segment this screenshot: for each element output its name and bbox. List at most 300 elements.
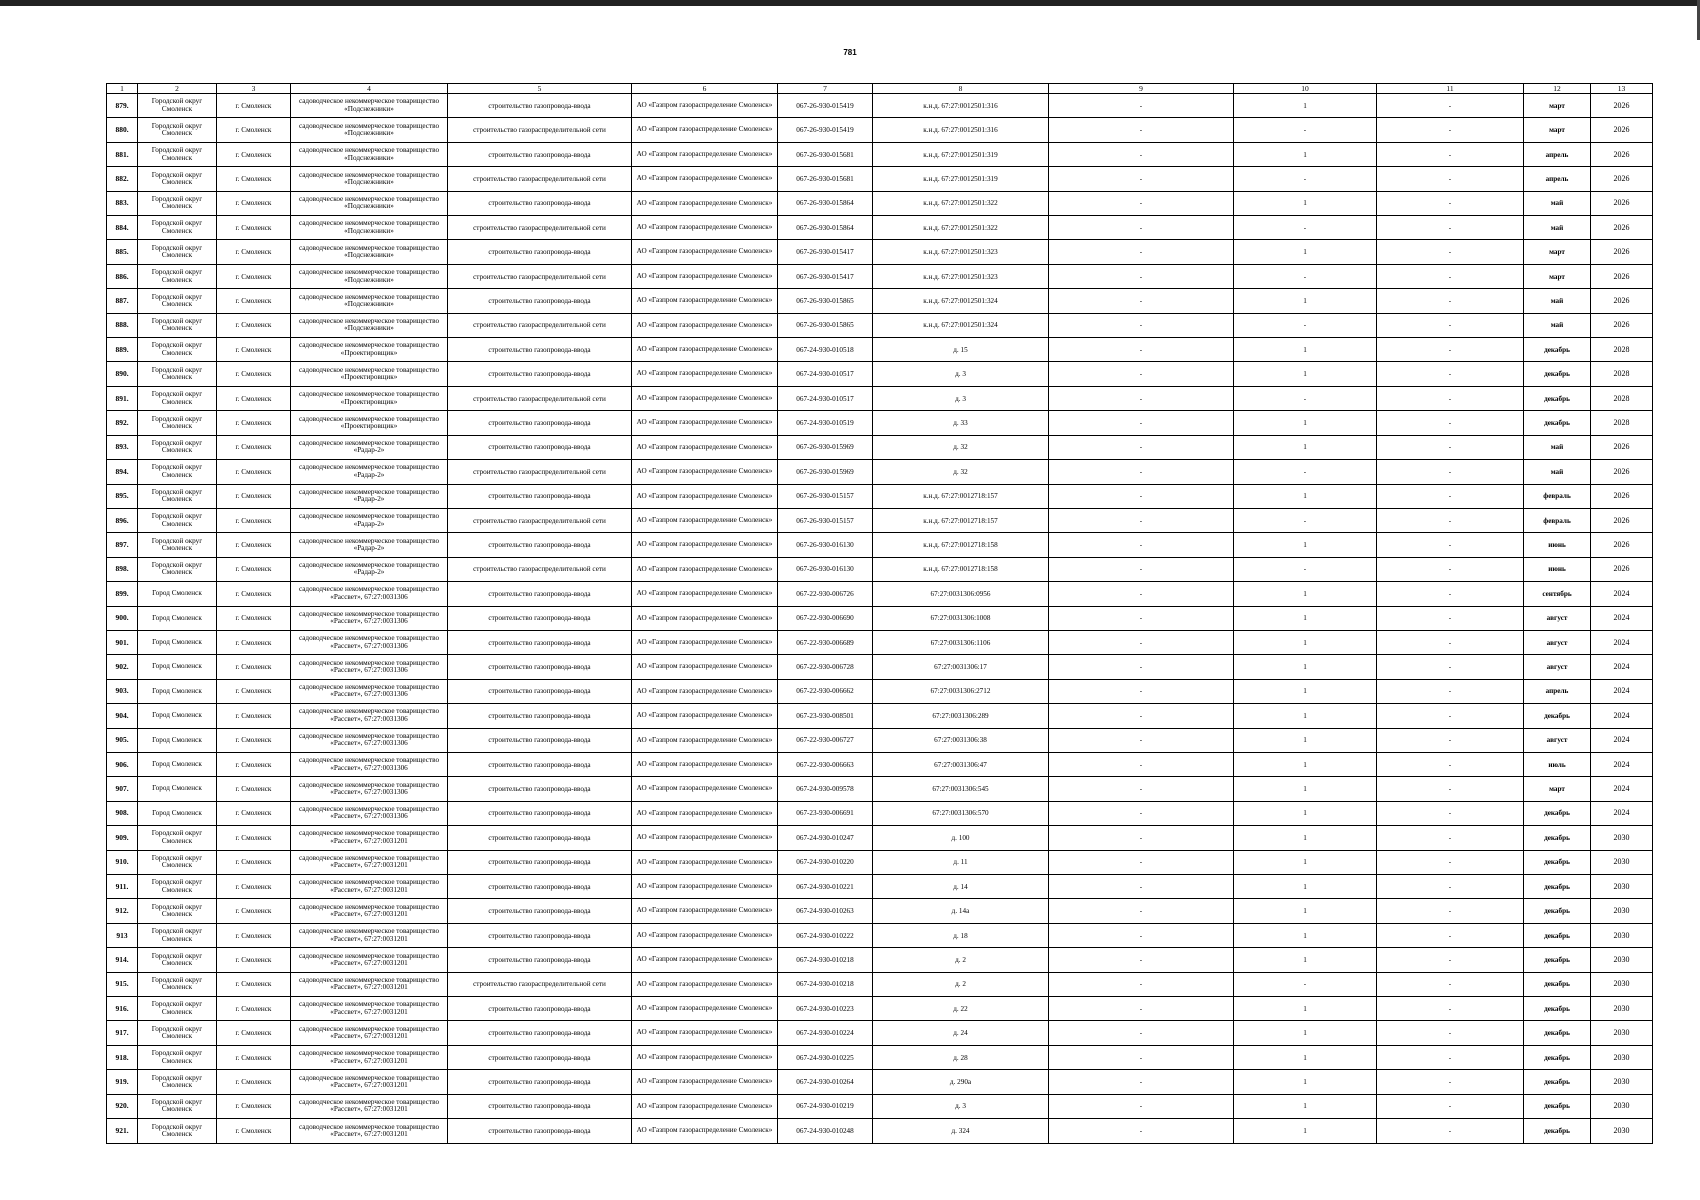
cell-col-3: г. Смоленск bbox=[217, 460, 291, 484]
table-row bbox=[107, 411, 1653, 435]
cell-col-9: - bbox=[1049, 777, 1234, 801]
cell-col-7: 067-24-930-010247 bbox=[778, 826, 873, 850]
cell-col-3: г. Смоленск bbox=[217, 728, 291, 752]
cell-col-4: садоводческое некоммерческое товарищество «Радар-2» bbox=[291, 557, 448, 581]
cell-col-11: - bbox=[1377, 533, 1524, 557]
cell-col-10: 1 bbox=[1234, 923, 1377, 947]
cell-col-9: - bbox=[1049, 264, 1234, 288]
table-row bbox=[107, 1094, 1653, 1118]
cell-col-11: - bbox=[1377, 435, 1524, 459]
cell-col-3: г. Смоленск bbox=[217, 777, 291, 801]
cell-col-13: 2028 bbox=[1591, 338, 1653, 362]
cell-col-13: 2024 bbox=[1591, 801, 1653, 825]
cell-col-4: садоводческое некоммерческое товарищество «Радар-2» bbox=[291, 435, 448, 459]
cell-col-10: 1 bbox=[1234, 435, 1377, 459]
cell-col-10: - bbox=[1234, 557, 1377, 581]
cell-col-11: - bbox=[1377, 923, 1524, 947]
cell-col-1: 894. bbox=[107, 460, 138, 484]
cell-col-9: - bbox=[1049, 533, 1234, 557]
cell-col-3: г. Смоленск bbox=[217, 875, 291, 899]
cell-col-7: 067-23-930-006691 bbox=[778, 801, 873, 825]
cell-col-11: - bbox=[1377, 777, 1524, 801]
cell-col-4: садоводческое некоммерческое товарищество «Радар-2» bbox=[291, 460, 448, 484]
cell-col-12: март bbox=[1524, 264, 1591, 288]
cell-col-3: г. Смоленск bbox=[217, 850, 291, 874]
table-row bbox=[107, 362, 1653, 386]
cell-col-4: садоводческое некоммерческое товарищество «Рассвет», 67:27:0031201 bbox=[291, 850, 448, 874]
cell-col-3: г. Смоленск bbox=[217, 240, 291, 264]
cell-col-9: - bbox=[1049, 1021, 1234, 1045]
cell-col-13: 2030 bbox=[1591, 1021, 1653, 1045]
cell-col-6: АО «Газпром газораспределение Смоленск» bbox=[632, 948, 778, 972]
cell-col-4: садоводческое некоммерческое товарищество «Рассвет», 67:27:0031306 bbox=[291, 777, 448, 801]
cell-col-9: - bbox=[1049, 679, 1234, 703]
cell-col-3: г. Смоленск bbox=[217, 1094, 291, 1118]
cell-col-9: - bbox=[1049, 875, 1234, 899]
cell-col-2: Городской округ Смоленск bbox=[138, 289, 217, 313]
data-table bbox=[106, 83, 1653, 1144]
cell-col-3: г. Смоленск bbox=[217, 1045, 291, 1069]
cell-col-11: - bbox=[1377, 630, 1524, 654]
cell-col-9: - bbox=[1049, 1045, 1234, 1069]
cell-col-12: декабрь bbox=[1524, 338, 1591, 362]
cell-col-13: 2026 bbox=[1591, 94, 1653, 118]
cell-col-2: Городской округ Смоленск bbox=[138, 508, 217, 532]
cell-col-13: 2030 bbox=[1591, 972, 1653, 996]
cell-col-13: 2030 bbox=[1591, 1094, 1653, 1118]
table-row bbox=[107, 850, 1653, 874]
cell-col-10: 1 bbox=[1234, 679, 1377, 703]
cell-col-1: 891. bbox=[107, 386, 138, 410]
cell-col-9: - bbox=[1049, 997, 1234, 1021]
cell-col-5: строительство газопровода-ввода bbox=[448, 875, 632, 899]
cell-col-6: АО «Газпром газораспределение Смоленск» bbox=[632, 362, 778, 386]
cell-col-1: 907. bbox=[107, 777, 138, 801]
cell-col-9: - bbox=[1049, 118, 1234, 142]
cell-col-6: АО «Газпром газораспределение Смоленск» bbox=[632, 1045, 778, 1069]
table-row bbox=[107, 142, 1653, 166]
cell-col-9: - bbox=[1049, 362, 1234, 386]
cell-col-12: август bbox=[1524, 630, 1591, 654]
cell-col-7: 067-24-930-010517 bbox=[778, 362, 873, 386]
table-row bbox=[107, 801, 1653, 825]
cell-col-9: - bbox=[1049, 484, 1234, 508]
cell-col-6: АО «Газпром газораспределение Смоленск» bbox=[632, 1094, 778, 1118]
cell-col-9: - bbox=[1049, 582, 1234, 606]
cell-col-8: 67:27:0031306:1106 bbox=[873, 630, 1049, 654]
cell-col-3: г. Смоленск bbox=[217, 679, 291, 703]
cell-col-9: - bbox=[1049, 1094, 1234, 1118]
cell-col-2: Городской округ Смоленск bbox=[138, 997, 217, 1021]
cell-col-10: 1 bbox=[1234, 630, 1377, 654]
cell-col-11: - bbox=[1377, 411, 1524, 435]
table-row bbox=[107, 118, 1653, 142]
table-row bbox=[107, 704, 1653, 728]
cell-col-5: строительство газопровода-ввода bbox=[448, 362, 632, 386]
cell-col-10: - bbox=[1234, 313, 1377, 337]
cell-col-2: Город Смоленск bbox=[138, 777, 217, 801]
cell-col-12: май bbox=[1524, 289, 1591, 313]
cell-col-2: Городской округ Смоленск bbox=[138, 216, 217, 240]
cell-col-11: - bbox=[1377, 118, 1524, 142]
cell-col-11: - bbox=[1377, 606, 1524, 630]
cell-col-4: садоводческое некоммерческое товарищество «Радар-2» bbox=[291, 508, 448, 532]
cell-col-12: май bbox=[1524, 191, 1591, 215]
table-row bbox=[107, 679, 1653, 703]
cell-col-3: г. Смоленск bbox=[217, 997, 291, 1021]
cell-col-12: декабрь bbox=[1524, 826, 1591, 850]
cell-col-12: декабрь bbox=[1524, 997, 1591, 1021]
cell-col-9: - bbox=[1049, 850, 1234, 874]
cell-col-10: 1 bbox=[1234, 801, 1377, 825]
table-row bbox=[107, 264, 1653, 288]
table-row bbox=[107, 606, 1653, 630]
cell-col-3: г. Смоленск bbox=[217, 826, 291, 850]
cell-col-1: 898. bbox=[107, 557, 138, 581]
cell-col-13: 2024 bbox=[1591, 630, 1653, 654]
cell-col-1: 906. bbox=[107, 752, 138, 776]
cell-col-1: 912. bbox=[107, 899, 138, 923]
cell-col-8: д. 22 bbox=[873, 997, 1049, 1021]
cell-col-12: декабрь bbox=[1524, 1021, 1591, 1045]
cell-col-1: 892. bbox=[107, 411, 138, 435]
cell-col-10: - bbox=[1234, 167, 1377, 191]
column-header-4: 4 bbox=[291, 84, 448, 94]
cell-col-10: 1 bbox=[1234, 948, 1377, 972]
cell-col-9: - bbox=[1049, 435, 1234, 459]
cell-col-1: 889. bbox=[107, 338, 138, 362]
cell-col-4: садоводческое некоммерческое товарищество «Рассвет», 67:27:0031201 bbox=[291, 1094, 448, 1118]
cell-col-9: - bbox=[1049, 972, 1234, 996]
cell-col-2: Городской округ Смоленск bbox=[138, 240, 217, 264]
cell-col-2: Городской округ Смоленск bbox=[138, 191, 217, 215]
cell-col-13: 2026 bbox=[1591, 191, 1653, 215]
cell-col-10: 1 bbox=[1234, 655, 1377, 679]
cell-col-7: 067-24-930-010224 bbox=[778, 1021, 873, 1045]
cell-col-7: 067-26-930-015865 bbox=[778, 313, 873, 337]
cell-col-8: д. 3 bbox=[873, 362, 1049, 386]
table-row bbox=[107, 582, 1653, 606]
cell-col-1: 902. bbox=[107, 655, 138, 679]
cell-col-8: д. 2 bbox=[873, 972, 1049, 996]
cell-col-4: садоводческое некоммерческое товарищество «Подснежники» bbox=[291, 289, 448, 313]
cell-col-1: 917. bbox=[107, 1021, 138, 1045]
cell-col-12: май bbox=[1524, 313, 1591, 337]
column-header-2: 2 bbox=[138, 84, 217, 94]
cell-col-7: 067-24-930-010264 bbox=[778, 1070, 873, 1094]
cell-col-11: - bbox=[1377, 1021, 1524, 1045]
cell-col-5: строительство газопровода-ввода bbox=[448, 777, 632, 801]
cell-col-6: АО «Газпром газораспределение Смоленск» bbox=[632, 289, 778, 313]
cell-col-4: садоводческое некоммерческое товарищество «Проектировщик» bbox=[291, 338, 448, 362]
cell-col-3: г. Смоленск bbox=[217, 338, 291, 362]
cell-col-3: г. Смоленск bbox=[217, 142, 291, 166]
cell-col-4: садоводческое некоммерческое товарищество «Радар-2» bbox=[291, 484, 448, 508]
table-row bbox=[107, 557, 1653, 581]
cell-col-4: садоводческое некоммерческое товарищество «Подснежники» bbox=[291, 167, 448, 191]
cell-col-2: Город Смоленск bbox=[138, 801, 217, 825]
cell-col-9: - bbox=[1049, 728, 1234, 752]
cell-col-1: 882. bbox=[107, 167, 138, 191]
cell-col-9: - bbox=[1049, 240, 1234, 264]
cell-col-6: АО «Газпром газораспределение Смоленск» bbox=[632, 240, 778, 264]
cell-col-7: 067-22-930-006663 bbox=[778, 752, 873, 776]
table-row bbox=[107, 728, 1653, 752]
cell-col-13: 2026 bbox=[1591, 167, 1653, 191]
cell-col-2: Город Смоленск bbox=[138, 655, 217, 679]
cell-col-8: д. 11 bbox=[873, 850, 1049, 874]
cell-col-2: Городской округ Смоленск bbox=[138, 826, 217, 850]
cell-col-7: 067-26-930-015419 bbox=[778, 118, 873, 142]
cell-col-5: строительство газопровода-ввода bbox=[448, 1021, 632, 1045]
cell-col-12: август bbox=[1524, 728, 1591, 752]
cell-col-13: 2024 bbox=[1591, 655, 1653, 679]
cell-col-1: 888. bbox=[107, 313, 138, 337]
cell-col-10: 1 bbox=[1234, 191, 1377, 215]
cell-col-6: АО «Газпром газораспределение Смоленск» bbox=[632, 484, 778, 508]
cell-col-4: садоводческое некоммерческое товарищество «Рассвет», 67:27:0031306 bbox=[291, 801, 448, 825]
cell-col-5: строительство газопровода-ввода bbox=[448, 338, 632, 362]
cell-col-12: декабрь bbox=[1524, 1094, 1591, 1118]
cell-col-5: строительство газопровода-ввода bbox=[448, 191, 632, 215]
cell-col-13: 2030 bbox=[1591, 923, 1653, 947]
cell-col-12: май bbox=[1524, 435, 1591, 459]
cell-col-11: - bbox=[1377, 826, 1524, 850]
cell-col-3: г. Смоленск bbox=[217, 1021, 291, 1045]
cell-col-4: садоводческое некоммерческое товарищество «Рассвет», 67:27:0031306 bbox=[291, 704, 448, 728]
cell-col-10: - bbox=[1234, 118, 1377, 142]
cell-col-1: 910. bbox=[107, 850, 138, 874]
cell-col-7: 067-24-930-010221 bbox=[778, 875, 873, 899]
cell-col-8: д. 32 bbox=[873, 460, 1049, 484]
cell-col-6: АО «Газпром газораспределение Смоленск» bbox=[632, 167, 778, 191]
cell-col-12: декабрь bbox=[1524, 875, 1591, 899]
cell-col-3: г. Смоленск bbox=[217, 801, 291, 825]
cell-col-12: декабрь bbox=[1524, 850, 1591, 874]
cell-col-3: г. Смоленск bbox=[217, 264, 291, 288]
cell-col-11: - bbox=[1377, 728, 1524, 752]
cell-col-8: д. 100 bbox=[873, 826, 1049, 850]
cell-col-6: АО «Газпром газораспределение Смоленск» bbox=[632, 118, 778, 142]
cell-col-7: 067-26-930-015969 bbox=[778, 460, 873, 484]
cell-col-12: декабрь bbox=[1524, 972, 1591, 996]
cell-col-7: 067-26-930-015417 bbox=[778, 264, 873, 288]
table-row bbox=[107, 94, 1653, 118]
cell-col-3: г. Смоленск bbox=[217, 606, 291, 630]
cell-col-6: АО «Газпром газораспределение Смоленск» bbox=[632, 191, 778, 215]
cell-col-13: 2030 bbox=[1591, 1045, 1653, 1069]
cell-col-11: - bbox=[1377, 679, 1524, 703]
cell-col-12: июль bbox=[1524, 752, 1591, 776]
cell-col-3: г. Смоленск bbox=[217, 508, 291, 532]
cell-col-5: строительство газопровода-ввода bbox=[448, 1045, 632, 1069]
cell-col-10: 1 bbox=[1234, 1094, 1377, 1118]
cell-col-5: строительство газопровода-ввода bbox=[448, 704, 632, 728]
cell-col-1: 921. bbox=[107, 1119, 138, 1144]
cell-col-6: АО «Газпром газораспределение Смоленск» bbox=[632, 94, 778, 118]
cell-col-13: 2024 bbox=[1591, 704, 1653, 728]
cell-col-8: д. 15 bbox=[873, 338, 1049, 362]
cell-col-7: 067-22-930-006689 bbox=[778, 630, 873, 654]
column-header-7: 7 bbox=[778, 84, 873, 94]
cell-col-4: садоводческое некоммерческое товарищество «Рассвет», 67:27:0031201 bbox=[291, 1045, 448, 1069]
cell-col-1: 884. bbox=[107, 216, 138, 240]
cell-col-9: - bbox=[1049, 557, 1234, 581]
cell-col-6: АО «Газпром газораспределение Смоленск» bbox=[632, 582, 778, 606]
cell-col-2: Городской округ Смоленск bbox=[138, 460, 217, 484]
cell-col-3: г. Смоленск bbox=[217, 630, 291, 654]
cell-col-4: садоводческое некоммерческое товарищество «Подснежники» bbox=[291, 313, 448, 337]
cell-col-4: садоводческое некоммерческое товарищество «Радар-2» bbox=[291, 533, 448, 557]
cell-col-2: Городской округ Смоленск bbox=[138, 972, 217, 996]
column-header-9: 9 bbox=[1049, 84, 1234, 94]
cell-col-3: г. Смоленск bbox=[217, 94, 291, 118]
cell-col-8: к.н.д. 67:27:0012501:319 bbox=[873, 142, 1049, 166]
cell-col-2: Город Смоленск bbox=[138, 582, 217, 606]
cell-col-7: 067-24-930-009578 bbox=[778, 777, 873, 801]
cell-col-7: 067-26-930-015864 bbox=[778, 216, 873, 240]
cell-col-6: АО «Газпром газораспределение Смоленск» bbox=[632, 704, 778, 728]
cell-col-12: декабрь bbox=[1524, 1070, 1591, 1094]
cell-col-5: строительство газораспределительной сети bbox=[448, 972, 632, 996]
cell-col-10: - bbox=[1234, 972, 1377, 996]
table-row bbox=[107, 460, 1653, 484]
cell-col-5: строительство газопровода-ввода bbox=[448, 582, 632, 606]
cell-col-13: 2030 bbox=[1591, 826, 1653, 850]
cell-col-12: декабрь bbox=[1524, 1045, 1591, 1069]
cell-col-9: - bbox=[1049, 94, 1234, 118]
cell-col-12: март bbox=[1524, 240, 1591, 264]
cell-col-2: Городской округ Смоленск bbox=[138, 1070, 217, 1094]
cell-col-4: садоводческое некоммерческое товарищество «Рассвет», 67:27:0031201 bbox=[291, 948, 448, 972]
cell-col-10: 1 bbox=[1234, 1045, 1377, 1069]
cell-col-1: 901. bbox=[107, 630, 138, 654]
table-row bbox=[107, 655, 1653, 679]
cell-col-2: Городской округ Смоленск bbox=[138, 142, 217, 166]
cell-col-8: д. 18 bbox=[873, 923, 1049, 947]
cell-col-5: строительство газораспределительной сети bbox=[448, 118, 632, 142]
table-row bbox=[107, 484, 1653, 508]
cell-col-12: декабрь bbox=[1524, 386, 1591, 410]
cell-col-11: - bbox=[1377, 264, 1524, 288]
cell-col-13: 2024 bbox=[1591, 728, 1653, 752]
cell-col-8: к.н.д. 67:27:0012501:319 bbox=[873, 167, 1049, 191]
cell-col-5: строительство газораспределительной сети bbox=[448, 557, 632, 581]
cell-col-1: 919. bbox=[107, 1070, 138, 1094]
cell-col-2: Городской округ Смоленск bbox=[138, 411, 217, 435]
cell-col-2: Городской округ Смоленск bbox=[138, 850, 217, 874]
cell-col-4: садоводческое некоммерческое товарищество «Рассвет», 67:27:0031201 bbox=[291, 826, 448, 850]
cell-col-10: 1 bbox=[1234, 704, 1377, 728]
cell-col-11: - bbox=[1377, 142, 1524, 166]
cell-col-10: 1 bbox=[1234, 875, 1377, 899]
cell-col-13: 2026 bbox=[1591, 118, 1653, 142]
table-row bbox=[107, 752, 1653, 776]
cell-col-10: 1 bbox=[1234, 997, 1377, 1021]
cell-col-8: д. 33 bbox=[873, 411, 1049, 435]
cell-col-8: 67:27:0031306:0956 bbox=[873, 582, 1049, 606]
cell-col-6: АО «Газпром газораспределение Смоленск» bbox=[632, 338, 778, 362]
cell-col-10: - bbox=[1234, 460, 1377, 484]
cell-col-1: 909. bbox=[107, 826, 138, 850]
cell-col-1: 893. bbox=[107, 435, 138, 459]
cell-col-6: АО «Газпром газораспределение Смоленск» bbox=[632, 899, 778, 923]
cell-col-12: июнь bbox=[1524, 533, 1591, 557]
cell-col-5: строительство газопровода-ввода bbox=[448, 826, 632, 850]
cell-col-7: 067-24-930-010263 bbox=[778, 899, 873, 923]
cell-col-2: Городской округ Смоленск bbox=[138, 1021, 217, 1045]
cell-col-10: 1 bbox=[1234, 289, 1377, 313]
cell-col-8: к.н.д. 67:27:0012718:158 bbox=[873, 533, 1049, 557]
cell-col-2: Городской округ Смоленск bbox=[138, 533, 217, 557]
cell-col-11: - bbox=[1377, 167, 1524, 191]
cell-col-10: 1 bbox=[1234, 1119, 1377, 1144]
cell-col-10: 1 bbox=[1234, 411, 1377, 435]
page-number: 781 bbox=[843, 48, 857, 57]
cell-col-13: 2026 bbox=[1591, 508, 1653, 532]
cell-col-7: 067-26-930-015864 bbox=[778, 191, 873, 215]
cell-col-7: 067-24-930-010223 bbox=[778, 997, 873, 1021]
cell-col-2: Городской округ Смоленск bbox=[138, 167, 217, 191]
table-row bbox=[107, 167, 1653, 191]
cell-col-4: садоводческое некоммерческое товарищество «Рассвет», 67:27:0031306 bbox=[291, 606, 448, 630]
cell-col-4: садоводческое некоммерческое товарищество «Рассвет», 67:27:0031306 bbox=[291, 679, 448, 703]
cell-col-3: г. Смоленск bbox=[217, 1119, 291, 1144]
cell-col-10: 1 bbox=[1234, 362, 1377, 386]
cell-col-10: 1 bbox=[1234, 728, 1377, 752]
cell-col-13: 2026 bbox=[1591, 435, 1653, 459]
cell-col-6: АО «Газпром газораспределение Смоленск» bbox=[632, 313, 778, 337]
cell-col-9: - bbox=[1049, 289, 1234, 313]
cell-col-4: садоводческое некоммерческое товарищество «Проектировщик» bbox=[291, 386, 448, 410]
cell-col-12: август bbox=[1524, 655, 1591, 679]
cell-col-8: 67:27:0031306:2712 bbox=[873, 679, 1049, 703]
cell-col-4: садоводческое некоммерческое товарищество «Рассвет», 67:27:0031201 bbox=[291, 875, 448, 899]
cell-col-8: 67:27:0031306:17 bbox=[873, 655, 1049, 679]
cell-col-1: 886. bbox=[107, 264, 138, 288]
cell-col-7: 067-24-930-010225 bbox=[778, 1045, 873, 1069]
cell-col-2: Городской округ Смоленск bbox=[138, 338, 217, 362]
cell-col-2: Городской округ Смоленск bbox=[138, 435, 217, 459]
cell-col-10: 1 bbox=[1234, 338, 1377, 362]
table-row bbox=[107, 899, 1653, 923]
table-row bbox=[107, 508, 1653, 532]
cell-col-10: 1 bbox=[1234, 1021, 1377, 1045]
cell-col-8: д. 24 bbox=[873, 1021, 1049, 1045]
cell-col-10: 1 bbox=[1234, 533, 1377, 557]
cell-col-5: строительство газопровода-ввода bbox=[448, 1070, 632, 1094]
cell-col-8: 67:27:0031306:1008 bbox=[873, 606, 1049, 630]
cell-col-2: Городской округ Смоленск bbox=[138, 484, 217, 508]
table-body bbox=[107, 94, 1653, 1144]
cell-col-13: 2026 bbox=[1591, 313, 1653, 337]
header-row bbox=[107, 84, 1653, 94]
cell-col-8: 67:27:0031306:38 bbox=[873, 728, 1049, 752]
cell-col-1: 880. bbox=[107, 118, 138, 142]
cell-col-12: май bbox=[1524, 216, 1591, 240]
cell-col-6: АО «Газпром газораспределение Смоленск» bbox=[632, 435, 778, 459]
cell-col-3: г. Смоленск bbox=[217, 118, 291, 142]
cell-col-12: апрель bbox=[1524, 142, 1591, 166]
cell-col-11: - bbox=[1377, 752, 1524, 776]
cell-col-6: АО «Газпром газораспределение Смоленск» bbox=[632, 801, 778, 825]
cell-col-10: 1 bbox=[1234, 899, 1377, 923]
cell-col-13: 2026 bbox=[1591, 289, 1653, 313]
cell-col-2: Городской округ Смоленск bbox=[138, 313, 217, 337]
cell-col-4: садоводческое некоммерческое товарищество «Подснежники» bbox=[291, 216, 448, 240]
cell-col-8: к.н.д. 67:27:0012718:157 bbox=[873, 508, 1049, 532]
cell-col-10: - bbox=[1234, 216, 1377, 240]
